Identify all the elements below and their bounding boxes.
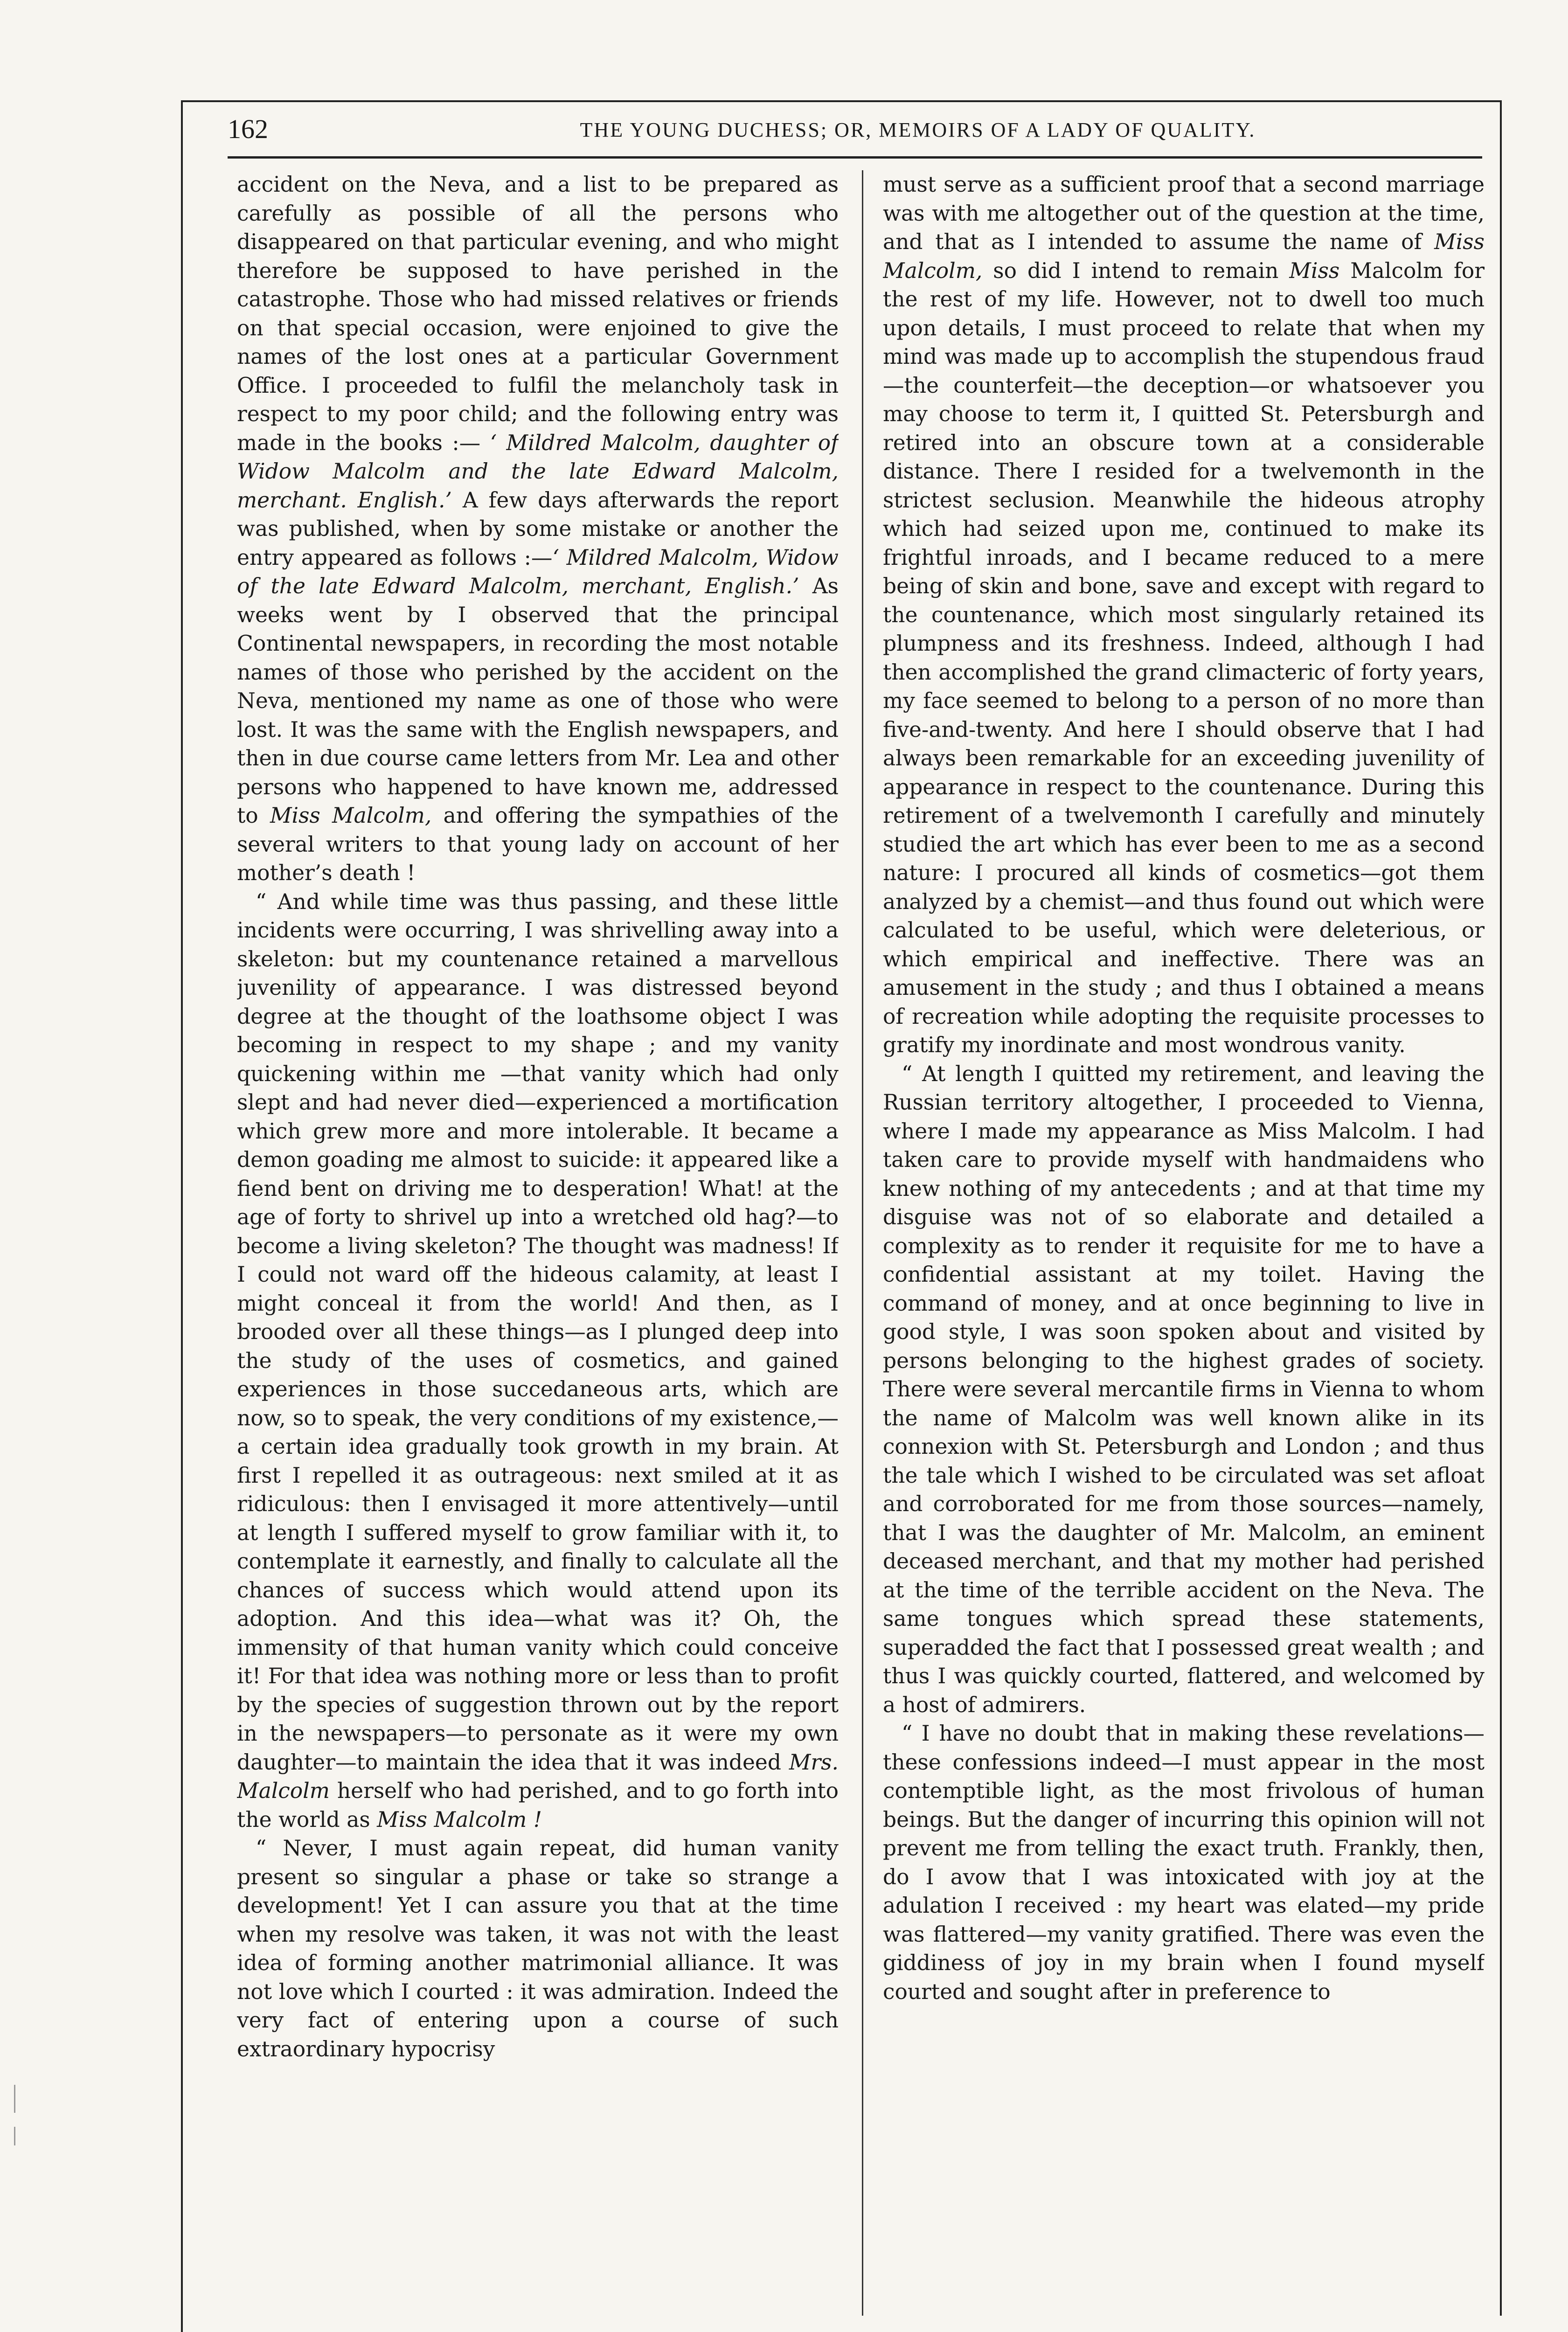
left-paragraph-3 <box>237 1834 839 2063</box>
italic-entry: ‘ Mildred Malcolm, daughter of Widow Malcolm and the late Edward Malcolm, merchant. English.’ <box>237 430 839 513</box>
text-columns <box>237 170 1496 2316</box>
page-number: 162 <box>228 114 268 144</box>
frame-top-rule <box>181 100 1502 102</box>
text-run: so did I intend to remain <box>982 258 1290 283</box>
left-paragraph-1 <box>237 170 839 888</box>
text-run: A few days afterwards the report was published, when by some mistake or another the entry appeared as follows :— <box>237 487 839 570</box>
right-column <box>883 170 1485 2316</box>
page-frame <box>181 100 1502 2332</box>
text-run: “ Never, I must again repeat, did human vanity present so singular a phase or take so strange a development! Yet I can assure you that at the time when my resolve was taken, it was not with the least idea of forming another matrimonial alliance. It was not love which I courted : it was admiration. Indeed the very fact of entering upon a course of such extraordinary hypocrisy <box>237 1836 839 2061</box>
italic-name: Miss Malcolm, <box>270 803 432 828</box>
text-run: accident on the Neva, and a list to be prepared as carefully as possible of all the persons who disappeared on that particular evening, and who might therefore be supposed to have perished in the catastrophe. Those who had missed relatives or friends on that special occasion, were enjoined to give the names of the lost ones at a particular Government Office. I proceeded to fulfil the melancholy task in respect to my poor child; and the following entry was made in the books :— <box>237 172 839 455</box>
text-run: Malcolm for the rest of my life. However, not to dwell too much upon details, I must proceed to relate that when my mind was made up to accomplish the stupendous fraud—the counterfeit—the deception—or whatsoever you may choose to term it, I quitted St. Petersburgh and retired into an obscure town at a considerable distance. There I resided for a twelvemonth in the strictest seclusion. Meanwhile the hideous atrophy which had seized upon me, continued to make its frightful inroads, and I became reduced to a mere being of skin and bone, save and except with regard to the countenance, which most singularly retained its plumpness and its freshness. Indeed, although I had then accomplished the grand climacteric of forty years, my face seemed to belong to a person of no more than five-and-twenty. And here I should observe that I had always been remarkable for an exceeding juvenility of appearance in respect to the countenance. During this retirement of a twelvemonth I carefully and minutely studied the art which has ever been to me as a second nature: I procured all kinds of cosmetics—got them analyzed by a chemist—and thus found out which were calculated to be useful, which were deleterious, or which empirical and ineffective. There was an amusement in the study ; and thus I obtained a means of recreation while adopting the requisite processes to gratify my inordinate and most wondrous vanity. <box>883 258 1485 1057</box>
running-title: THE YOUNG DUCHESS; OR, MEMOIRS OF A LADY OF QUALITY. <box>580 118 1256 141</box>
left-paragraph-2 <box>237 888 839 1834</box>
text-run: “ And while time was thus passing, and these little incidents were occurring, I was shrivelling away into a skeleton: but my countenance retained a marvellous juvenility of appearance. I was distressed beyond degree at the thought of the loathsome object I was becoming in respect to my shape ; and my vanity quickening within me —that vanity which had only slept and had never died—experienced a mortification which grew more and more intolerable. It became a demon goading me almost to suicide: it appeared like a fiend bent on driving me to desperation! What! at the age of forty to shrivel up into a wretched old hag?—to become a living skeleton? The thought was madness! If I could not ward off the hideous calamity, at least I might conceal it from the world! And then, as I brooded over all these things—as I plunged deep into the study of the uses of cosmetics, and gained experiences in those succedaneous arts, which are now, so to speak, the very conditions of my existence,—a certain idea gradually took growth in my brain. At first I repelled it as outrageous: next smiled at it as ridiculous: then I envisaged it more attentively—until at length I suffered myself to grow familiar with it, to contemplate it earnestly, and finally to calculate all the chances of success which would attend upon its adoption. And this idea—what was it? Oh, the immensity of that human vanity which could conceive it! For that idea was nothing more or less than to profit by the species of suggestion thrown out by the report in the newspapers—to personate as it were my own daughter—to maintain the idea that it was indeed <box>237 889 839 1775</box>
left-column <box>237 170 839 2316</box>
italic-name: Miss Malcolm ! <box>377 1807 542 1832</box>
header-rule <box>228 156 1482 159</box>
text-run: must serve as a sufficient proof that a second marriage was with me altogether out of the question at the time, and that as I intended to assume the name of <box>883 172 1485 254</box>
margin-mark <box>14 2085 15 2113</box>
right-paragraph-2 <box>883 1060 1485 1720</box>
text-run: As weeks went by I observed that the principal Continental newspapers, in recording the most notable names of those who perished by the accident on the Neva, mentioned my name as one of those who were lost. It was the same with the English newspapers, and then in due course came letters from Mr. Lea and other persons who happened to have known me, addressed to <box>237 574 839 828</box>
margin-mark <box>14 2127 15 2145</box>
text-run: “ At length I quitted my retirement, and leaving the Russian territory altogether, I proceeded to Vienna, where I made my appearance as Miss Malcolm. I had taken care to provide myself with handmaidens who knew nothing of my antecedents ; and at that time my disguise was not of so elaborate and detailed a complexity as to render it requisite for me to have a confidential assistant at my toilet. Having the command of money, and at once beginning to live in good style, I was soon spoken about and visited by persons belonging to the highest grades of society. There were several mercantile firms in Vienna to whom the name of Malcolm was well known alike in its connexion with St. Petersburgh and London ; and thus the tale which I wished to be circulated was set afloat and corroborated for me from those sources—namely, that I was the daughter of Mr. Malcolm, an eminent deceased merchant, and that my mother had perished at the time of the terrible accident on the Neva. The same tongues which spread these statements, superadded the fact that I possessed great wealth ; and thus I was quickly courted, flattered, and welcomed by a host of admirers. <box>883 1061 1485 1717</box>
frame-right-rule <box>1500 100 1502 2316</box>
text-run: “ I have no doubt that in making these revelations—these confessions indeed—I must appear in the most contemptible light, as the most frivolous of human beings. But the danger of incurring this opinion will not prevent me from telling the exact truth. Frankly, then, do I avow that I was intoxicated with joy at the adulation I received : my heart was elated—my pride was flattered—my vanity gratified. There was even the giddiness of joy in my brain when I found myself courted and sought after in preference to <box>883 1721 1485 2004</box>
italic-entry: ‘ Mildred Malcolm, Widow of the late Edward Malcolm, merchant, English.’ <box>237 545 839 598</box>
italic-name: Miss Malcolm, <box>883 229 1485 283</box>
text-run: and offering the sympathies of the several writers to that young lady on account of her mother’s death ! <box>237 803 839 885</box>
column-divider <box>862 170 863 2316</box>
italic-name: Miss <box>1289 258 1340 283</box>
italic-name: Mrs. Malcolm <box>237 1749 839 1803</box>
page-header <box>228 110 1482 156</box>
text-run: herself who had perished, and to go forth into the world as <box>237 1778 839 1832</box>
frame-left-rule <box>181 100 183 2332</box>
right-paragraph-3 <box>883 1719 1485 2006</box>
right-paragraph-1 <box>883 170 1485 1060</box>
